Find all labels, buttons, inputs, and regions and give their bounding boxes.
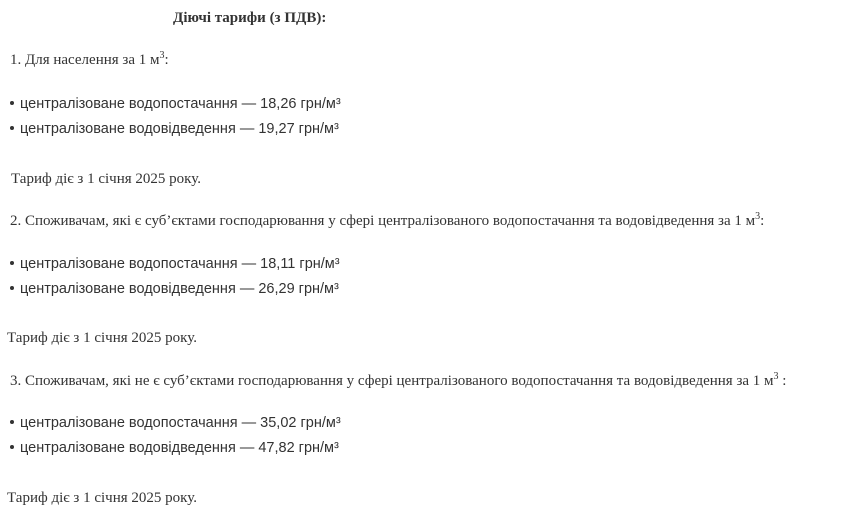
list-item bbox=[10, 119, 339, 139]
section-3-heading-text: 3. Споживачам, які не є суб’єктами господарювання у сфері централізованого водопостачання та водовідведення за 1 м bbox=[10, 373, 774, 389]
cubic-superscript: 3 bbox=[773, 371, 779, 382]
section-2-heading bbox=[10, 211, 764, 231]
list-item-text: централізоване водопостачання — 35,02 грн/м³ bbox=[20, 415, 341, 431]
bullet-icon bbox=[10, 126, 14, 130]
section-3-heading-colon: : bbox=[778, 373, 787, 389]
list-item bbox=[10, 438, 339, 458]
section-3-note: Тариф діє з 1 січня 2025 року. bbox=[7, 490, 197, 506]
bullet-icon bbox=[10, 261, 14, 265]
section-1-heading-text: 1. Для населення за 1 м bbox=[10, 52, 160, 68]
bullet-icon bbox=[10, 445, 14, 449]
list-item-text: централізоване водопостачання — 18,26 грн/м³ bbox=[20, 96, 341, 112]
section-1-note: Тариф діє з 1 січня 2025 року. bbox=[11, 171, 201, 187]
bullet-icon bbox=[10, 286, 14, 290]
list-item bbox=[10, 94, 341, 114]
section-1-heading bbox=[10, 50, 169, 70]
document-title: Діючі тарифи (з ПДВ): bbox=[173, 10, 327, 26]
list-item bbox=[10, 413, 341, 433]
cubic-superscript: 3 bbox=[159, 50, 165, 61]
section-2-heading-colon: : bbox=[760, 213, 765, 229]
list-item-text: централізоване водовідведення — 47,82 грн/м³ bbox=[20, 440, 339, 456]
list-item-text: централізоване водовідведення — 26,29 грн/м³ bbox=[20, 281, 339, 297]
cubic-superscript: 3 bbox=[755, 211, 761, 222]
list-item bbox=[10, 254, 340, 274]
bullet-icon bbox=[10, 420, 14, 424]
section-2-note: Тариф діє з 1 січня 2025 року. bbox=[7, 330, 197, 346]
list-item-text: централізоване водопостачання — 18,11 грн/м³ bbox=[20, 256, 340, 272]
section-1-heading-colon: : bbox=[164, 52, 169, 68]
bullet-icon bbox=[10, 101, 14, 105]
list-item bbox=[10, 279, 339, 299]
section-3-heading bbox=[10, 371, 786, 391]
section-2-heading-text: 2. Споживачам, які є суб’єктами господарювання у сфері централізованого водопостачання та водовідведення за 1 м bbox=[10, 213, 756, 229]
list-item-text: централізоване водовідведення — 19,27 грн/м³ bbox=[20, 121, 339, 137]
